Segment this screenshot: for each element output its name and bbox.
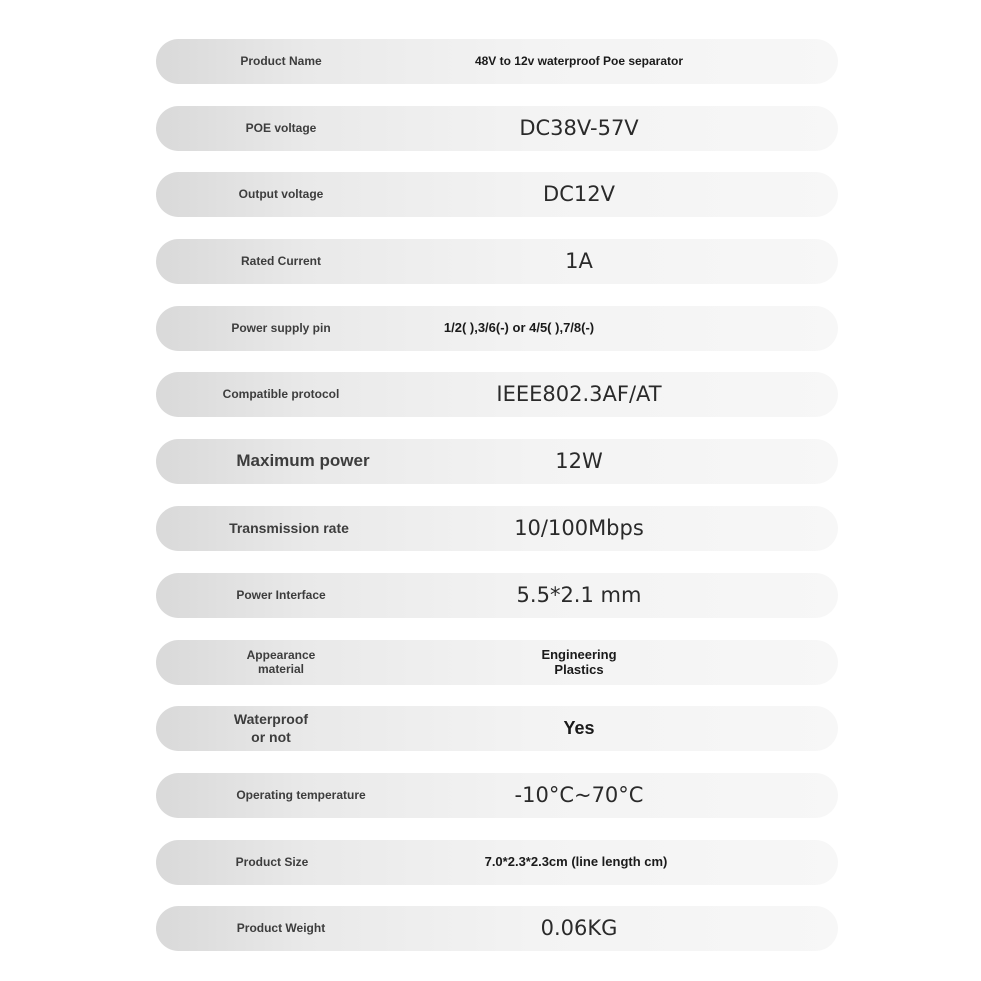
spec-row-waterproof (156, 706, 838, 751)
spec-value: DC12V (543, 182, 615, 207)
spec-value: 12W (555, 449, 603, 474)
spec-label: Product Size (235, 854, 309, 869)
spec-label: Output voltage (238, 186, 324, 201)
spec-label: Transmission rate (229, 519, 349, 536)
spec-label: Product Weight (236, 920, 326, 935)
spec-label: Product Name (240, 53, 322, 68)
spec-label: Maximum power (236, 451, 370, 471)
spec-value: 7.0*2.3*2.3cm (line length cm) (484, 854, 668, 870)
spec-value: 1A (565, 249, 593, 274)
spec-row-product-size (156, 840, 838, 885)
spec-row-rated-current (156, 239, 838, 284)
spec-row-product-weight (156, 906, 838, 951)
spec-value: -10°C~70°C (514, 783, 644, 808)
spec-label: POE voltage (245, 120, 317, 135)
spec-row-maximum-power (156, 439, 838, 484)
spec-row-poe-voltage (156, 106, 838, 151)
spec-value: 10/100Mbps (514, 516, 644, 541)
spec-label: Rated Current (240, 253, 321, 268)
spec-row-compatible-protocol (156, 372, 838, 417)
spec-value: IEEE802.3AF/AT (496, 382, 662, 407)
spec-row-operating-temperature (156, 773, 838, 818)
spec-value: DC38V-57V (519, 116, 639, 141)
spec-value: Yes (563, 718, 595, 739)
spec-row-output-voltage (156, 172, 838, 217)
spec-value: Engineering Plastics (541, 646, 617, 677)
spec-row-appearance-material (156, 640, 838, 685)
spec-value: 48V to 12v waterproof Poe separator (474, 53, 684, 68)
spec-value: 0.06KG (540, 916, 618, 941)
spec-label: Operating temperature (236, 787, 366, 802)
spec-label: Compatible protocol (222, 386, 340, 401)
spec-row-product-name (156, 39, 838, 84)
spec-label: Appearance material (246, 648, 316, 676)
spec-label: Power supply pin (231, 320, 331, 335)
spec-row-power-interface (156, 573, 838, 618)
spec-value: 5.5*2.1 mm (516, 583, 642, 608)
spec-value: 1/2( ),3/6(-) or 4/5( ),7/8(-) (443, 320, 595, 336)
spec-row-transmission-rate (156, 506, 838, 551)
spec-label: Power Interface (236, 587, 326, 602)
spec-label: Waterproof or not (233, 711, 309, 745)
spec-row-power-supply-pin (156, 306, 838, 351)
